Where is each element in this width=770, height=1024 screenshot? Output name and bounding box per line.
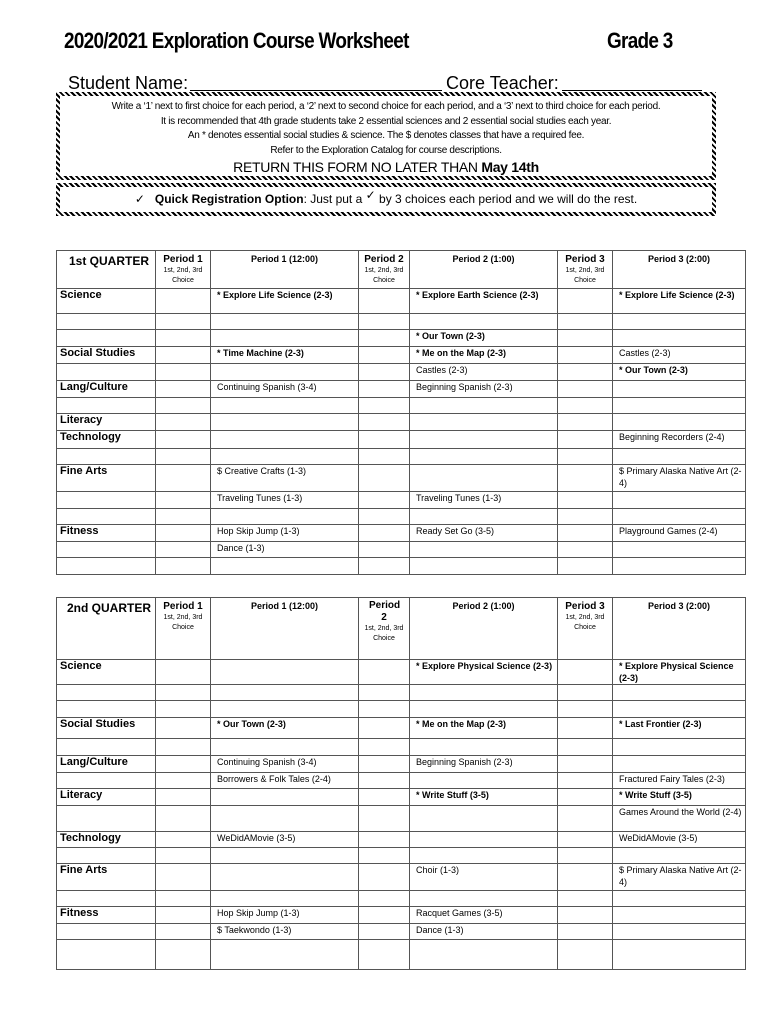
period-3-choice-field[interactable] [558,492,613,509]
period-2-course [410,542,558,558]
subject-label: Literacy [57,414,156,431]
period-3-choice-field[interactable] [558,525,613,542]
subject-label [57,509,156,525]
period-2-choice-field[interactable] [359,685,410,701]
period-1-choice-field[interactable] [156,449,211,465]
subject-label [57,449,156,465]
period-3-choice-field[interactable] [558,789,613,806]
subject-label: Social Studies [57,718,156,739]
period-2-course: Castles (2-3) [410,364,558,381]
period-3-course [613,330,746,347]
return-deadline [60,158,712,176]
period-3-course [613,685,746,701]
period-1-choice-field[interactable] [156,660,211,685]
period-2-course [410,773,558,789]
student-name-label: Student Name: [68,73,189,93]
period-2-choice-field[interactable] [359,431,410,449]
period-1-choice-field[interactable] [156,525,211,542]
table-row [57,558,746,575]
period-1-choice-field[interactable] [156,848,211,864]
period-3-course [613,756,746,773]
table-row [57,864,746,891]
table-row [57,314,746,330]
period-1-course: * Our Town (2-3) [211,718,359,739]
period-1-choice-field[interactable] [156,347,211,364]
period-3-choice-field[interactable] [558,465,613,492]
period-3-choice-field[interactable] [558,806,613,832]
period-2-course [410,314,558,330]
period-2-course: Choir (1-3) [410,864,558,891]
period-1-course [211,398,359,414]
period-2-choice-field[interactable] [359,739,410,756]
period-2-choice-field[interactable] [359,756,410,773]
period-3-course: $ Primary Alaska Native Art (2-4) [613,465,746,492]
subject-label: Literacy [57,789,156,806]
subject-label [57,848,156,864]
period-1-choice-field[interactable] [156,739,211,756]
period-2-course [410,701,558,718]
period-3-course [613,314,746,330]
table-row [57,381,746,398]
period-2-choice-field[interactable] [359,660,410,685]
period-3-choice-field[interactable] [558,907,613,924]
period-1-choice-field[interactable] [156,414,211,431]
period-1-course [211,739,359,756]
period-2-course: * Explore Earth Science (2-3) [410,289,558,314]
period-3-course: Castles (2-3) [613,347,746,364]
period-3-choice-header: Period 3 1st, 2nd, 3rd Choice [558,251,613,289]
instruction-line: Refer to the Exploration Catalog for course descriptions. [270,144,502,156]
period-2-choice-field[interactable] [359,789,410,806]
period-3-course [613,381,746,398]
table-row [57,718,746,739]
period-2-choice-header: Period 2 1st, 2nd, 3rd Choice [359,598,410,660]
period-1-choice-field[interactable] [156,718,211,739]
table-row [57,525,746,542]
subject-label [57,492,156,509]
period-1-time-header: Period 1 (12:00) [211,251,359,289]
subject-label [57,558,156,575]
period-2-course [410,940,558,970]
period-1-choice-field[interactable] [156,832,211,848]
period-3-choice-field[interactable] [558,431,613,449]
grade-label: Grade 3 [607,28,673,53]
table-row [57,701,746,718]
return-text: RETURN THIS FORM NO LATER THAN [233,159,482,175]
period-3-choice-field[interactable] [558,558,613,575]
table-row [57,509,746,525]
subject-label [57,542,156,558]
period-1-choice-field[interactable] [156,907,211,924]
table-row [57,414,746,431]
period-3-choice-field[interactable] [558,364,613,381]
period-1-course [211,848,359,864]
period-1-course: Hop Skip Jump (1-3) [211,525,359,542]
period-2-course [410,449,558,465]
period-3-choice-field[interactable] [558,701,613,718]
table-row [57,364,746,381]
period-2-course [410,398,558,414]
subject-label: Fine Arts [57,864,156,891]
period-2-choice-field[interactable] [359,907,410,924]
period-2-course: * Explore Physical Science (2-3) [410,660,558,685]
period-2-course: Beginning Spanish (2-3) [410,381,558,398]
instruction-line: Write a ‘1’ next to first choice for each period, a ‘2’ next to second choice for each period, and a ‘3’ next to third choice for each period. [111,101,661,112]
period-1-course [211,806,359,832]
first-quarter-table [56,250,746,575]
instructions-box [56,92,716,180]
quick-text: by 3 choices each period and we will do the rest. [375,192,638,206]
period-3-choice-field[interactable] [558,718,613,739]
period-2-course [410,739,558,756]
header-row [57,251,746,289]
subject-label [57,739,156,756]
period-3-choice-field[interactable] [558,330,613,347]
subject-label: Technology [57,431,156,449]
quick-registration-box [56,183,716,216]
period-1-choice-field[interactable] [156,465,211,492]
instruction-line: It is recommended that 4th grade students take 2 essential sciences and 2 essential social studies each year. [160,115,612,127]
second-quarter-table [56,597,746,970]
period-2-choice-field[interactable] [359,364,410,381]
period-3-choice-field[interactable] [558,940,613,970]
subject-label [57,314,156,330]
subject-label: Science [57,289,156,314]
period-3-course [613,907,746,924]
period-2-choice-field[interactable] [359,701,410,718]
table-row [57,773,746,789]
period-2-course [410,465,558,492]
period-3-course: * Write Stuff (3-5) [613,789,746,806]
period-2-course [410,431,558,449]
period-3-choice-field[interactable] [558,289,613,314]
period-1-course: $ Taekwondo (1-3) [211,924,359,940]
period-1-course [211,414,359,431]
period-1-course [211,314,359,330]
period-1-time-header: Period 1 (12:00) [211,598,359,660]
period-2-choice-field[interactable] [359,891,410,907]
checkmark-icon: ✓ [365,188,376,202]
period-1-course [211,940,359,970]
period-1-choice-field[interactable] [156,542,211,558]
period-2-course [410,891,558,907]
period-1-course: Hop Skip Jump (1-3) [211,907,359,924]
period-1-choice-field[interactable] [156,289,211,314]
period-1-choice-field[interactable] [156,756,211,773]
period-2-choice-field[interactable] [359,848,410,864]
period-1-course [211,330,359,347]
period-1-choice-header: Period 1 1st, 2nd, 3rd Choice [156,598,211,660]
period-1-course: Continuing Spanish (3-4) [211,381,359,398]
subject-label: Lang/Culture [57,381,156,398]
quarter-title: 2nd QUARTER [57,598,156,660]
subject-label: Technology [57,832,156,848]
period-2-course: Traveling Tunes (1-3) [410,492,558,509]
period-1-course [211,864,359,891]
period-3-choice-field[interactable] [558,891,613,907]
table-row [57,449,746,465]
period-1-course [211,660,359,685]
table-row [57,465,746,492]
period-3-course [613,701,746,718]
period-2-choice-field[interactable] [359,289,410,314]
subject-label [57,773,156,789]
subject-label [57,685,156,701]
period-1-choice-field[interactable] [156,806,211,832]
period-1-choice-field[interactable] [156,314,211,330]
period-1-choice-field[interactable] [156,558,211,575]
period-2-course: * Me on the Map (2-3) [410,347,558,364]
period-2-choice-field[interactable] [359,940,410,970]
period-2-course: Racquet Games (3-5) [410,907,558,924]
period-2-choice-field[interactable] [359,330,410,347]
period-1-course [211,891,359,907]
period-3-choice-field[interactable] [558,381,613,398]
period-3-course: * Our Town (2-3) [613,364,746,381]
subject-label [57,364,156,381]
period-2-course [410,848,558,864]
page-title: 2020/2021 Exploration Course Worksheet [64,28,409,53]
period-3-course [613,891,746,907]
period-2-course [410,509,558,525]
period-1-course [211,558,359,575]
period-1-course [211,449,359,465]
period-3-choice-field[interactable] [558,660,613,685]
period-1-choice-field[interactable] [156,789,211,806]
table-row [57,347,746,364]
period-2-course [410,806,558,832]
period-1-choice-field[interactable] [156,864,211,891]
period-3-time-header: Period 3 (2:00) [613,598,746,660]
period-1-choice-field[interactable] [156,924,211,940]
period-3-course [613,848,746,864]
period-2-course [410,558,558,575]
period-2-course: Ready Set Go (3-5) [410,525,558,542]
period-1-course [211,685,359,701]
period-3-choice-field[interactable] [558,685,613,701]
period-3-course: Playground Games (2-4) [613,525,746,542]
subject-label: Fitness [57,907,156,924]
period-1-choice-field[interactable] [156,364,211,381]
period-3-course [613,542,746,558]
period-2-choice-field[interactable] [359,806,410,832]
period-3-choice-field[interactable] [558,414,613,431]
period-2-choice-field[interactable] [359,864,410,891]
period-3-course [613,940,746,970]
period-3-course: * Explore Life Science (2-3) [613,289,746,314]
subject-label: Fitness [57,525,156,542]
period-3-course [613,449,746,465]
period-2-choice-field[interactable] [359,398,410,414]
period-2-choice-field[interactable] [359,924,410,940]
table-row [57,832,746,848]
period-1-choice-field[interactable] [156,773,211,789]
period-3-course [613,739,746,756]
period-3-course: * Last Frontier (2-3) [613,718,746,739]
period-2-course [410,832,558,848]
table-row [57,398,746,414]
checkmark-icon: ✓ [134,192,145,206]
period-2-choice-field[interactable] [359,381,410,398]
student-name-field[interactable] [190,72,442,91]
period-2-choice-field[interactable] [359,558,410,575]
return-date: May 14th [481,159,539,175]
subject-label [57,891,156,907]
header-row [57,598,746,660]
period-1-course [211,364,359,381]
period-1-course: * Time Machine (2-3) [211,347,359,364]
subject-label: Lang/Culture [57,756,156,773]
subject-label [57,940,156,970]
table-row [57,739,746,756]
period-3-course: * Explore Physical Science (2-3) [613,660,746,685]
period-2-choice-field[interactable] [359,525,410,542]
period-1-choice-field[interactable] [156,891,211,907]
subject-label: Fine Arts [57,465,156,492]
subject-label [57,398,156,414]
period-2-choice-header: Period 2 1st, 2nd, 3rd Choice [359,251,410,289]
period-2-choice-field[interactable] [359,314,410,330]
table-row [57,685,746,701]
period-1-choice-field[interactable] [156,685,211,701]
table-row [57,330,746,347]
table-row [57,431,746,449]
period-3-course [613,398,746,414]
period-3-choice-field[interactable] [558,924,613,940]
period-3-course [613,509,746,525]
table-row [57,924,746,940]
period-1-course: $ Creative Crafts (1-3) [211,465,359,492]
period-2-choice-field[interactable] [359,509,410,525]
period-2-course [410,685,558,701]
period-2-choice-field[interactable] [359,718,410,739]
period-3-choice-field[interactable] [558,756,613,773]
table-row [57,848,746,864]
quick-registration-label: Quick Registration Option [154,192,304,206]
period-2-time-header: Period 2 (1:00) [410,251,558,289]
period-1-choice-field[interactable] [156,381,211,398]
period-2-time-header: Period 2 (1:00) [410,598,558,660]
core-teacher-label: Core Teacher: [446,73,559,93]
period-1-choice-field[interactable] [156,398,211,414]
period-2-choice-field[interactable] [359,414,410,431]
period-2-course: * Our Town (2-3) [410,330,558,347]
period-3-course [613,492,746,509]
period-2-choice-field[interactable] [359,465,410,492]
period-2-course: Dance (1-3) [410,924,558,940]
period-1-course [211,509,359,525]
period-3-choice-field[interactable] [558,864,613,891]
period-2-choice-field[interactable] [359,492,410,509]
period-2-course: * Write Stuff (3-5) [410,789,558,806]
period-1-course [211,789,359,806]
period-1-course: Dance (1-3) [211,542,359,558]
subject-label: Social Studies [57,347,156,364]
period-3-choice-field[interactable] [558,542,613,558]
period-1-course: Continuing Spanish (3-4) [211,756,359,773]
period-1-choice-header: Period 1 1st, 2nd, 3rd Choice [156,251,211,289]
table-row [57,907,746,924]
period-1-course: Borrowers & Folk Tales (2-4) [211,773,359,789]
period-3-time-header: Period 3 (2:00) [613,251,746,289]
table-row [57,542,746,558]
period-1-course [211,701,359,718]
instruction-line: An * denotes essential social studies & science. The $ denotes classes that have a required fee. [187,130,585,141]
period-3-choice-header: Period 3 1st, 2nd, 3rd Choice [558,598,613,660]
subject-label: Science [57,660,156,685]
subject-label [57,806,156,832]
period-1-course: * Explore Life Science (2-3) [211,289,359,314]
period-3-course [613,558,746,575]
period-2-choice-field[interactable] [359,542,410,558]
core-teacher-field[interactable] [562,72,702,91]
subject-label [57,330,156,347]
period-3-course: Games Around the World (2-4) [613,806,746,832]
table-row [57,660,746,685]
period-2-choice-field[interactable] [359,347,410,364]
period-3-course: Fractured Fairy Tales (2-3) [613,773,746,789]
subject-label [57,701,156,718]
table-row [57,940,746,970]
table-row [57,806,746,832]
period-3-choice-field[interactable] [558,832,613,848]
period-3-course [613,924,746,940]
period-1-choice-field[interactable] [156,431,211,449]
table-row [57,492,746,509]
period-1-choice-field[interactable] [156,492,211,509]
table-row [57,289,746,314]
period-1-course: WeDidAMovie (3-5) [211,832,359,848]
period-1-choice-field[interactable] [156,330,211,347]
table-row [57,789,746,806]
period-3-choice-field[interactable] [558,398,613,414]
quick-text: : Just put a [303,192,366,206]
period-3-choice-field[interactable] [558,347,613,364]
table-row [57,891,746,907]
period-3-choice-field[interactable] [558,773,613,789]
period-3-choice-field[interactable] [558,509,613,525]
period-2-course [410,414,558,431]
period-1-choice-field[interactable] [156,940,211,970]
period-3-choice-field[interactable] [558,739,613,756]
period-3-course: $ Primary Alaska Native Art (2-4) [613,864,746,891]
period-1-choice-field[interactable] [156,701,211,718]
period-2-course: * Me on the Map (2-3) [410,718,558,739]
period-3-choice-field[interactable] [558,848,613,864]
period-2-choice-field[interactable] [359,832,410,848]
period-1-course [211,431,359,449]
period-3-course: WeDidAMovie (3-5) [613,832,746,848]
period-2-choice-field[interactable] [359,773,410,789]
period-2-course: Beginning Spanish (2-3) [410,756,558,773]
table-row [57,756,746,773]
period-1-course: Traveling Tunes (1-3) [211,492,359,509]
period-2-choice-field[interactable] [359,449,410,465]
period-3-course [613,414,746,431]
period-3-choice-field[interactable] [558,314,613,330]
period-3-choice-field[interactable] [558,449,613,465]
period-1-choice-field[interactable] [156,509,211,525]
period-3-course: Beginning Recorders (2-4) [613,431,746,449]
quarter-title: 1st QUARTER [57,251,156,289]
subject-label [57,924,156,940]
